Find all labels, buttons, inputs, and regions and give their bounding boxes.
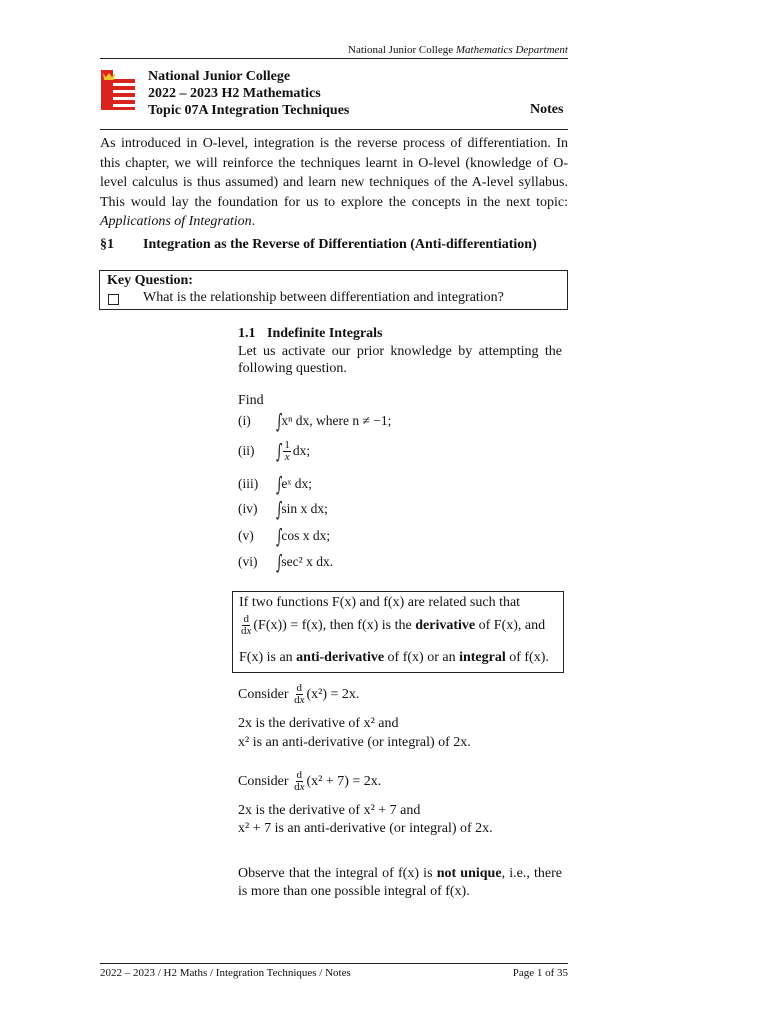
header-college: National Junior College xyxy=(348,44,454,56)
consider-label: Consider xyxy=(238,773,289,789)
item-expression: cos x dx; xyxy=(281,528,331,543)
prior-knowledge-text: Let us activate our prior knowledge by attempting the following question. xyxy=(238,344,562,376)
item-expression: dx; xyxy=(292,443,311,458)
item-label: (ii) xyxy=(238,443,255,458)
definition-l3-c: of f(x). xyxy=(509,650,549,665)
example-1-consider xyxy=(238,683,359,706)
definition-derivative-term: derivative xyxy=(415,617,476,633)
list-item xyxy=(238,410,391,432)
key-question-text: What is the relationship between differentiation and integration? xyxy=(143,290,504,305)
title-rule xyxy=(100,129,568,130)
item-label: (vi) xyxy=(238,554,258,569)
integral-icon: ∫ xyxy=(276,550,283,574)
item-label: (iii) xyxy=(238,476,259,491)
header-department: Mathematics Department xyxy=(455,44,568,56)
title-college: National Junior College xyxy=(148,69,291,84)
college-logo-icon xyxy=(101,70,135,110)
example-2-equation: (x² + 7) = 2x. xyxy=(306,773,382,789)
example-1-equation: (x²) = 2x. xyxy=(306,686,360,702)
section-title: Integration as the Reverse of Differentiation (Anti-differentiation) xyxy=(143,237,537,252)
intro-text: As introduced in O-level, integration is the reverse process of differentiation. In this chapter, we will reinforce the techniques learnt in O-level (knowledge of O-level calculus is thus assumed) and learn new techniques of the A-level syllabus. This would lay the foundation for us to explore the concepts in the next topic: xyxy=(100,136,568,210)
example-2-line-1: 2x is the derivative of x² + 7 and xyxy=(238,803,421,818)
example-1-line-2: x² is an anti-derivative (or integral) of 2x. xyxy=(238,735,471,750)
integral-icon: ∫ xyxy=(276,409,283,433)
definition-integral-term: integral xyxy=(459,650,506,665)
title-notes: Notes xyxy=(530,102,564,117)
title-block xyxy=(148,68,349,119)
checkbox[interactable] xyxy=(108,294,119,305)
item-expression: sin x dx; xyxy=(281,501,328,516)
subsection-heading xyxy=(238,326,383,342)
definition-l3-a: F(x) is an xyxy=(239,650,293,665)
definition-l2-end: of F(x), and xyxy=(478,617,546,633)
section-number: §1 xyxy=(100,237,114,252)
list-item xyxy=(238,525,330,547)
item-expression: eˣ dx; xyxy=(281,476,312,491)
key-question-box xyxy=(99,270,568,310)
observe-bold: not unique xyxy=(436,866,502,881)
title-year: 2022 – 2023 H2 Mathematics xyxy=(148,86,321,101)
derivative-operator: $\frac{d}{dx}$ xyxy=(294,769,305,793)
item-label: (i) xyxy=(238,413,251,428)
definition-line-1: If two functions F(x) and f(x) are related such that xyxy=(239,595,521,610)
example-2-consider xyxy=(238,770,381,793)
running-header xyxy=(100,44,568,56)
definition-line-2 xyxy=(239,614,545,637)
definition-l3-b: of f(x) or an xyxy=(387,650,456,665)
integral-icon: ∫ xyxy=(276,472,283,496)
fraction-one-over-x: $\frac{1}{x}$ xyxy=(284,438,290,463)
consider-label: Consider xyxy=(238,686,289,702)
key-question-label: Key Question: xyxy=(107,273,193,288)
footer-rule xyxy=(100,963,568,964)
observe-paragraph xyxy=(238,865,562,901)
definition-box xyxy=(232,591,564,673)
definition-antiderivative-term: anti-derivative xyxy=(296,650,385,665)
header-rule xyxy=(100,58,568,59)
example-1-line-1: 2x is the derivative of x² and xyxy=(238,716,399,731)
observe-a: Observe that the integral of f(x) is xyxy=(238,866,433,881)
list-item xyxy=(238,498,328,520)
title-topic: Topic 07A Integration Techniques xyxy=(148,103,350,118)
page-number: Page 1 of 35 xyxy=(512,967,568,979)
subsection-title: Indefinite Integrals xyxy=(267,326,383,341)
definition-line-3 xyxy=(239,650,549,666)
item-expression: xⁿ dx, where n ≠ −1; xyxy=(281,413,392,428)
find-label: Find xyxy=(238,393,264,408)
section-heading xyxy=(100,237,537,253)
list-item xyxy=(238,551,333,573)
integral-icon: ∫ xyxy=(276,524,283,548)
integral-icon: ∫ xyxy=(276,439,283,463)
integral-icon: ∫ xyxy=(276,497,283,521)
item-label: (iv) xyxy=(238,501,258,516)
derivative-operator: $\frac{d}{dx}$ xyxy=(241,613,252,637)
intro-end: . xyxy=(251,214,256,230)
intro-paragraph xyxy=(100,134,568,232)
list-item xyxy=(238,473,312,495)
footer-left: 2022 – 2023 / H2 Maths / Integration Techniques / Notes xyxy=(100,967,351,979)
subsection-number: 1.1 xyxy=(238,326,256,341)
derivative-operator: $\frac{d}{dx}$ xyxy=(294,682,305,706)
item-label: (v) xyxy=(238,528,254,543)
intro-italic: Applications of Integration xyxy=(100,214,252,230)
item-expression: sec² x dx. xyxy=(281,554,334,569)
example-2-line-2: x² + 7 is an anti-derivative (or integral) of 2x. xyxy=(238,821,493,836)
observe-b: , i.e., there is more than one possible integral of f(x). xyxy=(238,866,562,899)
definition-l2-mid: (F(x)) = f(x), then f(x) is the xyxy=(253,617,412,633)
list-item xyxy=(238,440,310,462)
